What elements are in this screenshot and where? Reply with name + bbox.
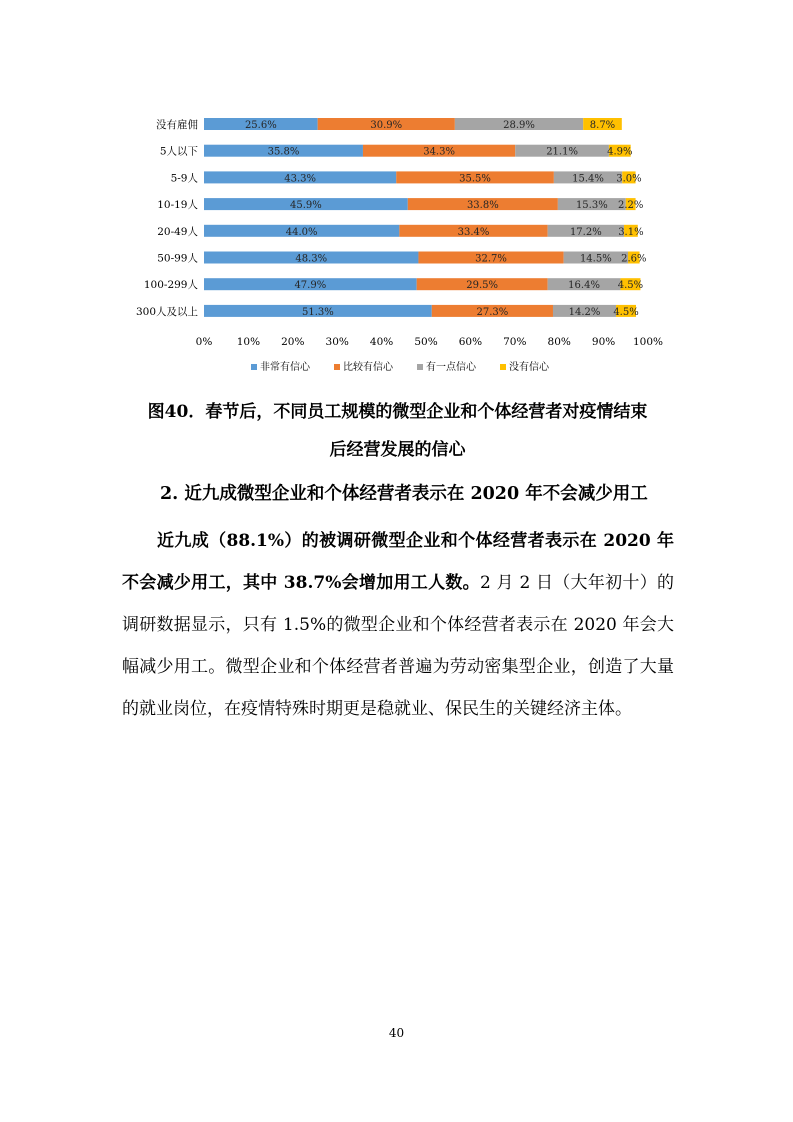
data-label: 4.9% <box>607 146 633 158</box>
legend-label: 没有信心 <box>509 362 549 373</box>
category-labels <box>136 118 199 318</box>
x-tick-label: 40% <box>369 336 394 348</box>
legend-label: 非常有信心 <box>260 362 310 373</box>
x-axis-ticks <box>196 336 663 348</box>
x-tick-label: 80% <box>547 336 571 348</box>
data-label: 44.0% <box>285 226 318 238</box>
data-label: 3.0% <box>616 173 642 185</box>
data-label: 4.5% <box>613 306 639 318</box>
x-tick-label: 70% <box>503 336 527 348</box>
data-label: 47.9% <box>294 280 327 292</box>
data-label: 29.5% <box>466 280 499 292</box>
data-label: 32.7% <box>475 253 507 265</box>
category-label: 10-19人 <box>157 199 198 212</box>
x-tick-label: 50% <box>414 336 438 348</box>
data-label: 33.4% <box>457 226 490 238</box>
data-label: 15.3% <box>575 200 608 212</box>
data-label: 15.4% <box>572 173 604 185</box>
paragraph-text: 2 月 2 日（大年初十）的调研数据显示，只有 1.5%的微型企业和个体经营者表示在 2020 年会大幅减少用工。微型企业和个体经营者普遍为劳动密集型企业，创造了大量的就业岗位，在疫情特殊时期更是稳就业、保民生的关键经济主体。 <box>122 573 674 719</box>
body-paragraph <box>122 520 674 730</box>
category-label: 没有雇佣 <box>156 119 198 131</box>
data-label: 27.3% <box>476 306 509 318</box>
legend <box>251 360 550 373</box>
data-label: 35.5% <box>459 173 491 185</box>
data-label: 16.4% <box>568 280 600 292</box>
data-label: 25.6% <box>244 120 277 131</box>
data-label: 3.1% <box>618 226 644 238</box>
category-label: 50-99人 <box>157 252 198 265</box>
data-label: 14.5% <box>579 253 612 265</box>
figure-caption-line2: 后经营发展的信心 <box>329 440 466 460</box>
data-label: 43.3% <box>284 173 317 185</box>
section-heading: 2. 近九成微型企业和个体经营者表示在 2020 年不会减少用工 <box>160 484 648 504</box>
data-label: 51.3% <box>301 306 334 318</box>
x-tick-label: 20% <box>281 336 305 348</box>
data-label: 4.5% <box>617 280 644 292</box>
legend-swatch <box>334 364 340 370</box>
data-label: 34.3% <box>423 146 455 158</box>
data-label: 35.8% <box>267 146 300 158</box>
stacked-bar-chart <box>0 0 793 385</box>
paragraph-bold-text: 近九成（88.1%）的被调研微型企业和个体经营者表示在 2020 年不会减少用工，其中 38.7%会增加用工人数。 <box>122 531 674 593</box>
data-label: 2.6% <box>621 253 647 265</box>
category-label: 300人及以上 <box>135 305 198 318</box>
category-label: 5-9人 <box>170 172 198 185</box>
legend-swatch <box>500 364 506 370</box>
data-label: 8.7% <box>589 120 616 131</box>
data-label: 48.3% <box>295 253 328 265</box>
legend-swatch <box>251 364 257 370</box>
legend-swatch <box>417 364 423 370</box>
data-label: 45.9% <box>290 200 322 212</box>
page-number: 40 <box>388 1026 405 1040</box>
x-tick-label: 0% <box>195 336 213 348</box>
data-label: 28.9% <box>503 120 535 131</box>
x-tick-label: 30% <box>325 336 349 348</box>
data-label: 30.9% <box>370 120 403 131</box>
legend-label: 比较有信心 <box>343 362 393 373</box>
data-label: 17.2% <box>569 226 602 238</box>
legend-label: 有一点信心 <box>426 362 476 373</box>
x-tick-label: 100% <box>632 336 664 348</box>
data-label: 33.8% <box>466 200 499 212</box>
category-label: 20-49人 <box>157 225 198 238</box>
x-tick-label: 60% <box>458 336 483 348</box>
figure-caption-line1: 图40．春节后，不同员工规模的微型企业和个体经营者对疫情结束 <box>147 402 648 422</box>
x-tick-label: 90% <box>591 336 616 348</box>
data-label: 2.2% <box>617 200 644 212</box>
data-label: 21.1% <box>546 146 578 158</box>
category-label: 100-299人 <box>143 279 198 292</box>
data-label: 14.2% <box>568 306 601 318</box>
x-tick-label: 10% <box>236 336 261 348</box>
category-label: 5人以下 <box>159 145 198 158</box>
